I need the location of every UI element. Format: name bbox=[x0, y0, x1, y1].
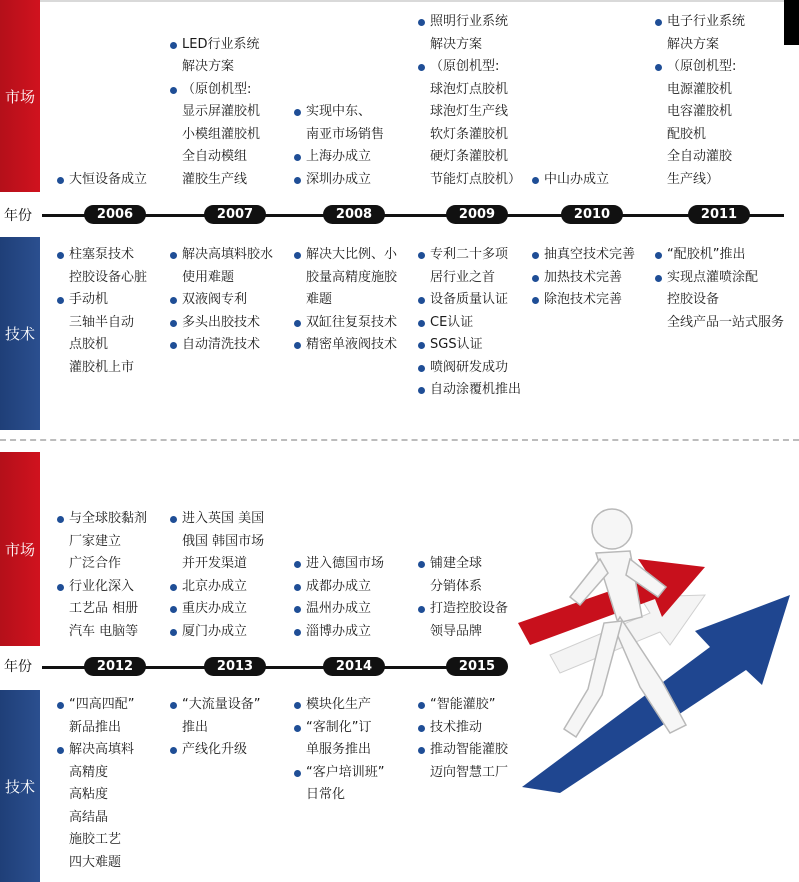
tech-column-2010 bbox=[531, 244, 635, 312]
year-label-2: 年份 bbox=[4, 659, 32, 675]
tech-item bbox=[531, 244, 635, 267]
market-band-1 bbox=[0, 0, 40, 192]
item-text-line: 模块化生产 bbox=[306, 697, 372, 712]
market-item bbox=[293, 598, 384, 621]
item-text-line: 实现中东、 bbox=[306, 104, 372, 119]
item-text-line: 设备质量认证 bbox=[430, 292, 509, 307]
item-text-line: 球泡灯生产线 bbox=[430, 104, 509, 119]
market-column-2010 bbox=[531, 169, 609, 192]
tech-item bbox=[293, 312, 397, 335]
item-text-line: 南亚市场销售 bbox=[306, 126, 385, 142]
tech-label: 技术 bbox=[4, 777, 35, 796]
market-label: 市场 bbox=[4, 87, 35, 106]
item-text-line: 汽车 电脑等 bbox=[69, 623, 139, 639]
item-text-line: 进入德国市场 bbox=[306, 556, 385, 571]
item-text-line: 施胶工艺 bbox=[69, 832, 122, 847]
item-text-line: 领导品牌 bbox=[430, 623, 483, 639]
market-item bbox=[56, 169, 147, 192]
tech-item bbox=[169, 694, 260, 739]
item-text-line: 重庆办成立 bbox=[182, 601, 248, 616]
year-pill-2014: 2014 bbox=[323, 657, 385, 676]
tech-column-2013 bbox=[169, 694, 260, 762]
item-text-line: 并开发渠道 bbox=[182, 556, 248, 571]
item-text-line: “智能灌胶” bbox=[430, 697, 496, 712]
item-text-line: 解决方案 bbox=[182, 59, 235, 74]
market-column-2013 bbox=[169, 508, 264, 643]
item-text-line: 全自动灌胶 bbox=[667, 149, 733, 164]
tech-item bbox=[417, 739, 508, 784]
item-text-line: CE认证 bbox=[430, 314, 474, 330]
item-text-line: 高粘度 bbox=[69, 787, 109, 802]
year-pill-2010: 2010 bbox=[561, 205, 623, 224]
year-pill-2009: 2009 bbox=[446, 205, 508, 224]
market-column-2006 bbox=[56, 169, 147, 192]
item-text-line: 手动机 bbox=[69, 292, 109, 307]
market-item bbox=[169, 598, 264, 621]
item-text-line: 电源灌胶机 bbox=[667, 81, 733, 97]
item-text-line: 高结晶 bbox=[69, 809, 109, 825]
item-text-line: 进入英国 美国 bbox=[182, 511, 265, 526]
item-text-line: 多头出胶技术 bbox=[182, 314, 261, 330]
tech-column-2008 bbox=[293, 244, 397, 357]
tech-item bbox=[417, 357, 521, 380]
market-item bbox=[417, 553, 508, 598]
tech-item bbox=[293, 762, 384, 807]
year-pill-2007: 2007 bbox=[204, 205, 266, 224]
timeline-axis-1 bbox=[42, 214, 784, 217]
item-text-line: 厂家建立 bbox=[69, 533, 122, 549]
item-text-line: （原创机型: bbox=[667, 59, 737, 74]
market-item bbox=[293, 553, 384, 576]
item-text-line: 实现点灌喷涂配 bbox=[667, 269, 759, 285]
item-text-line: 打造控胶设备 bbox=[430, 601, 509, 616]
item-text-line: “四高四配” bbox=[69, 697, 135, 712]
tech-column-2009 bbox=[417, 244, 521, 402]
item-text-line: 难题 bbox=[306, 292, 333, 307]
item-text-line: 控胶设备 bbox=[667, 292, 720, 307]
item-text-line: 球泡灯点胶机 bbox=[430, 81, 509, 97]
item-text-line: 控胶设备心脏 bbox=[69, 269, 148, 285]
tech-item bbox=[293, 244, 397, 312]
market-item bbox=[169, 576, 264, 599]
item-text-line: 胶量高精度施胶 bbox=[306, 269, 398, 285]
item-text-line: 专利二十多项 bbox=[430, 247, 509, 262]
item-text-line: 解决方案 bbox=[667, 36, 720, 52]
tech-label: 技术 bbox=[4, 325, 35, 343]
section-divider bbox=[0, 439, 799, 441]
tech-item bbox=[56, 694, 134, 739]
market-band-2 bbox=[0, 452, 40, 646]
item-text-line: 除泡技术完善 bbox=[544, 292, 623, 307]
item-text-line: 全线产品一站式服务 bbox=[667, 314, 785, 330]
item-text-line: 显示屏灌胶机 bbox=[182, 104, 261, 119]
market-label: 市场 bbox=[4, 540, 35, 559]
year-pill-2008: 2008 bbox=[323, 205, 385, 224]
market-item bbox=[293, 101, 384, 146]
item-text-line: （原创机型: bbox=[182, 81, 252, 97]
item-text-line: 电子行业系统 bbox=[667, 14, 746, 29]
market-column-2015 bbox=[417, 553, 508, 643]
tech-item bbox=[293, 334, 397, 357]
item-text-line: 日常化 bbox=[306, 787, 346, 802]
item-text-line: 四大难题 bbox=[69, 854, 122, 870]
item-text-line: LED行业系统 bbox=[182, 36, 260, 52]
tech-item bbox=[654, 267, 784, 335]
item-text-line: 点胶机 bbox=[69, 337, 109, 352]
item-text-line: 解决高填料 bbox=[69, 742, 135, 757]
tech-band-1 bbox=[0, 237, 40, 430]
tech-item bbox=[417, 244, 521, 289]
item-text-line: 北京办成立 bbox=[182, 578, 248, 594]
item-text-line: 广泛合作 bbox=[69, 556, 122, 571]
item-text-line: “大流量设备” bbox=[182, 697, 261, 712]
walking-figure-with-arrows-illustration bbox=[500, 505, 799, 795]
tech-item bbox=[417, 289, 521, 312]
item-text-line: 大恒设备成立 bbox=[69, 171, 148, 187]
item-text-line: 配胶机 bbox=[667, 126, 707, 142]
corner-block bbox=[784, 0, 799, 45]
item-text-line: 全自动模组 bbox=[182, 149, 248, 164]
item-text-line: 推出 bbox=[182, 719, 209, 735]
item-text-line: 硬灯条灌胶机 bbox=[430, 149, 509, 164]
tech-column-2015 bbox=[417, 694, 508, 784]
market-column-2007 bbox=[169, 34, 260, 192]
item-text-line: 工艺品 相册 bbox=[69, 601, 139, 616]
market-column-2011 bbox=[654, 11, 745, 191]
tech-column-2007 bbox=[169, 244, 273, 357]
tech-item bbox=[293, 717, 384, 762]
tech-column-2006 bbox=[56, 244, 147, 379]
item-text-line: “客户培训班” bbox=[306, 764, 385, 780]
market-column-2008 bbox=[293, 101, 384, 191]
item-text-line: 淄博办成立 bbox=[306, 623, 372, 639]
item-text-line: 上海办成立 bbox=[306, 149, 372, 164]
item-text-line: 双液阀专利 bbox=[182, 292, 248, 307]
item-text-line: 温州办成立 bbox=[306, 601, 372, 616]
top-border bbox=[0, 0, 799, 2]
tech-item bbox=[417, 312, 521, 335]
tech-column-2012 bbox=[56, 694, 134, 874]
year-pill-2011: 2011 bbox=[688, 205, 750, 224]
item-text-line: 双缸往复泵技术 bbox=[306, 314, 398, 330]
tech-band-2 bbox=[0, 690, 40, 882]
market-item bbox=[417, 56, 521, 191]
market-item bbox=[293, 621, 384, 644]
item-text-line: 抽真空技术完善 bbox=[544, 247, 636, 262]
tech-item bbox=[654, 244, 784, 267]
tech-item bbox=[169, 289, 273, 312]
tech-item bbox=[169, 739, 260, 762]
item-text-line: 精密单液阀技术 bbox=[306, 337, 398, 352]
item-text-line: 行业化深入 bbox=[69, 578, 135, 594]
item-text-line: 居行业之首 bbox=[430, 269, 496, 285]
year-pill-2006: 2006 bbox=[84, 205, 146, 224]
market-item bbox=[293, 169, 384, 192]
tech-item bbox=[56, 739, 134, 874]
tech-item bbox=[293, 694, 384, 717]
item-text-line: 成都办成立 bbox=[306, 578, 372, 594]
market-column-2009 bbox=[417, 11, 521, 191]
market-item bbox=[654, 56, 745, 191]
tech-item bbox=[169, 244, 273, 289]
tech-item bbox=[56, 244, 147, 289]
market-item bbox=[56, 508, 147, 576]
item-text-line: 分销体系 bbox=[430, 578, 483, 594]
tech-column-2011 bbox=[654, 244, 784, 334]
market-item bbox=[169, 508, 264, 576]
tech-item bbox=[417, 334, 521, 357]
item-text-line: 自动清洗技术 bbox=[182, 337, 261, 352]
item-text-line: 照明行业系统 bbox=[430, 14, 509, 29]
tech-item bbox=[417, 694, 508, 717]
market-item bbox=[169, 79, 260, 192]
item-text-line: 软灯条灌胶机 bbox=[430, 126, 509, 142]
tech-item bbox=[417, 379, 521, 402]
item-text-line: 自动涂覆机推出 bbox=[430, 382, 522, 397]
item-text-line: 与全球胶黏剂 bbox=[69, 511, 148, 526]
tech-item bbox=[169, 334, 273, 357]
tech-item bbox=[531, 289, 635, 312]
year-pill-2015: 2015 bbox=[446, 657, 508, 676]
market-item bbox=[293, 146, 384, 169]
tech-item bbox=[531, 267, 635, 290]
item-text-line: 中山办成立 bbox=[544, 171, 610, 187]
item-text-line: 柱塞泵技术 bbox=[69, 247, 135, 262]
market-item bbox=[531, 169, 609, 192]
item-text-line: 推动智能灌胶 bbox=[430, 742, 509, 757]
item-text-line: 技术推动 bbox=[430, 719, 483, 735]
year-pill-2013: 2013 bbox=[204, 657, 266, 676]
item-text-line: 三轴半自动 bbox=[69, 314, 135, 330]
tech-column-2014 bbox=[293, 694, 384, 807]
item-text-line: 电容灌胶机 bbox=[667, 104, 733, 119]
item-text-line: 灌胶生产线 bbox=[182, 171, 248, 187]
item-text-line: 加热技术完善 bbox=[544, 269, 623, 285]
tech-item bbox=[56, 289, 147, 379]
tech-item bbox=[169, 312, 273, 335]
item-text-line: 产线化升级 bbox=[182, 742, 248, 757]
market-item bbox=[654, 11, 745, 56]
market-item bbox=[169, 621, 264, 644]
item-text-line: 解决大比例、小 bbox=[306, 247, 398, 262]
market-column-2012 bbox=[56, 508, 147, 643]
item-text-line: 解决高填料胶水 bbox=[182, 247, 274, 262]
item-text-line: 灌胶机上市 bbox=[69, 359, 135, 375]
item-text-line: （原创机型: bbox=[430, 59, 500, 74]
item-text-line: 节能灯点胶机） bbox=[430, 171, 522, 187]
item-text-line: “客制化”订 bbox=[306, 719, 372, 735]
item-text-line: 解决方案 bbox=[430, 36, 483, 52]
item-text-line: 新品推出 bbox=[69, 719, 122, 735]
item-text-line: 厦门办成立 bbox=[182, 623, 248, 639]
item-text-line: 单服务推出 bbox=[306, 742, 372, 757]
tech-item bbox=[417, 717, 508, 740]
item-text-line: 迈向智慧工厂 bbox=[430, 764, 509, 780]
item-text-line: SGS认证 bbox=[430, 337, 483, 352]
year-label-1: 年份 bbox=[4, 208, 32, 224]
item-text-line: 喷阀研发成功 bbox=[430, 359, 509, 375]
item-text-line: 铺建全球 bbox=[430, 556, 483, 571]
market-item bbox=[169, 34, 260, 79]
item-text-line: 深圳办成立 bbox=[306, 171, 372, 187]
year-pill-2012: 2012 bbox=[84, 657, 146, 676]
market-item bbox=[56, 576, 147, 644]
market-item bbox=[417, 11, 521, 56]
market-item bbox=[293, 576, 384, 599]
item-text-line: 生产线） bbox=[667, 171, 720, 187]
market-column-2014 bbox=[293, 553, 384, 643]
market-item bbox=[417, 598, 508, 643]
item-text-line: 小模组灌胶机 bbox=[182, 126, 261, 142]
item-text-line: 高精度 bbox=[69, 764, 109, 780]
item-text-line: 使用难题 bbox=[182, 269, 235, 285]
item-text-line: 俄国 韩国市场 bbox=[182, 533, 265, 549]
item-text-line: “配胶机”推出 bbox=[667, 247, 746, 262]
